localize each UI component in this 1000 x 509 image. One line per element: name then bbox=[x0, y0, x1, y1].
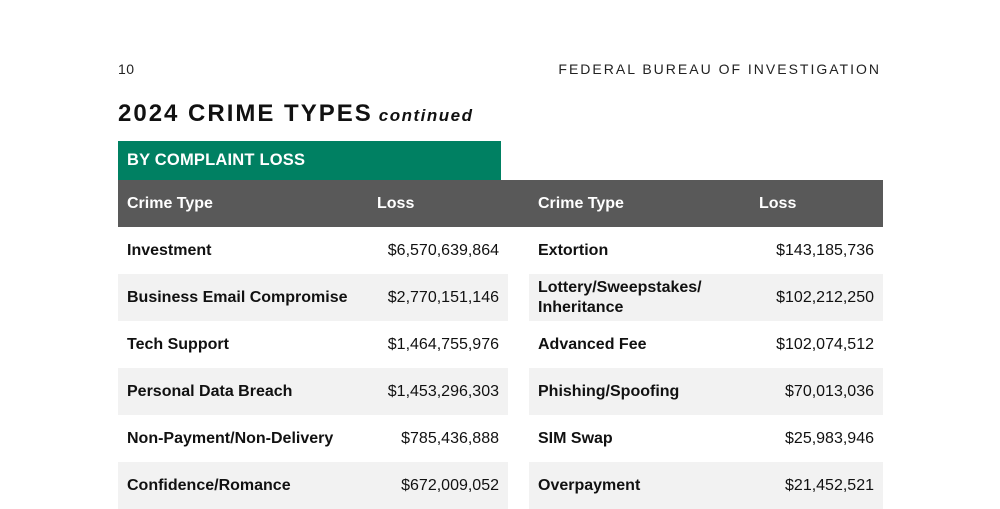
loss-cell: $672,009,052 bbox=[401, 477, 499, 494]
table-row bbox=[529, 321, 883, 368]
loss-cell: $1,453,296,303 bbox=[387, 383, 499, 400]
table-row bbox=[118, 274, 508, 321]
table-row bbox=[118, 462, 508, 509]
crime-type-cell: Advanced Fee bbox=[538, 335, 647, 353]
loss-cell: $785,436,888 bbox=[401, 430, 499, 447]
crime-type-cell: Lottery/Sweepstakes/ Inheritance bbox=[538, 278, 702, 316]
header-crime-type-right: Crime Type bbox=[538, 195, 624, 212]
table-header bbox=[118, 180, 883, 227]
crime-type-cell: Phishing/Spoofing bbox=[538, 382, 680, 400]
table-row bbox=[118, 415, 508, 462]
table-row bbox=[529, 274, 883, 321]
loss-cell: $1,464,755,976 bbox=[387, 336, 499, 353]
crime-type-cell: Tech Support bbox=[127, 335, 229, 353]
loss-cell: $6,570,639,864 bbox=[387, 242, 499, 259]
loss-cell: $102,212,250 bbox=[776, 289, 874, 306]
loss-cell: $102,074,512 bbox=[776, 336, 874, 353]
loss-cell: $143,185,736 bbox=[776, 242, 874, 259]
table-row bbox=[529, 368, 883, 415]
crime-type-cell: Investment bbox=[127, 241, 212, 259]
table-row bbox=[118, 227, 508, 274]
section-title-text: 2024 CRIME TYPES bbox=[118, 100, 373, 127]
crime-type-cell: Business Email Compromise bbox=[127, 288, 348, 306]
crime-type-cell: Personal Data Breach bbox=[127, 382, 293, 400]
complaint-loss-tag: BY COMPLAINT LOSS bbox=[118, 141, 501, 180]
header-crime-type-left: Crime Type bbox=[127, 195, 213, 212]
section-title bbox=[118, 100, 473, 128]
section-title-suffix: continued bbox=[378, 106, 474, 125]
loss-cell: $25,983,946 bbox=[785, 430, 874, 447]
table-row bbox=[529, 227, 883, 274]
loss-cell: $21,452,521 bbox=[785, 477, 874, 494]
header-loss-left: Loss bbox=[377, 195, 415, 212]
crime-type-cell: Extortion bbox=[538, 241, 609, 259]
header-loss-right: Loss bbox=[759, 195, 797, 212]
loss-cell: $2,770,151,146 bbox=[387, 289, 499, 306]
table-row bbox=[118, 368, 508, 415]
table-row bbox=[529, 462, 883, 509]
crime-type-cell: Non-Payment/Non-Delivery bbox=[127, 429, 334, 447]
crime-type-cell: Confidence/Romance bbox=[127, 476, 291, 494]
crime-type-cell: Overpayment bbox=[538, 476, 641, 494]
page-number: 10 bbox=[118, 61, 135, 77]
table-row bbox=[529, 415, 883, 462]
loss-cell: $70,013,036 bbox=[785, 383, 874, 400]
table-row bbox=[118, 321, 508, 368]
crime-type-cell: SIM Swap bbox=[538, 429, 613, 447]
organization-header: FEDERAL BUREAU OF INVESTIGATION bbox=[558, 61, 881, 77]
